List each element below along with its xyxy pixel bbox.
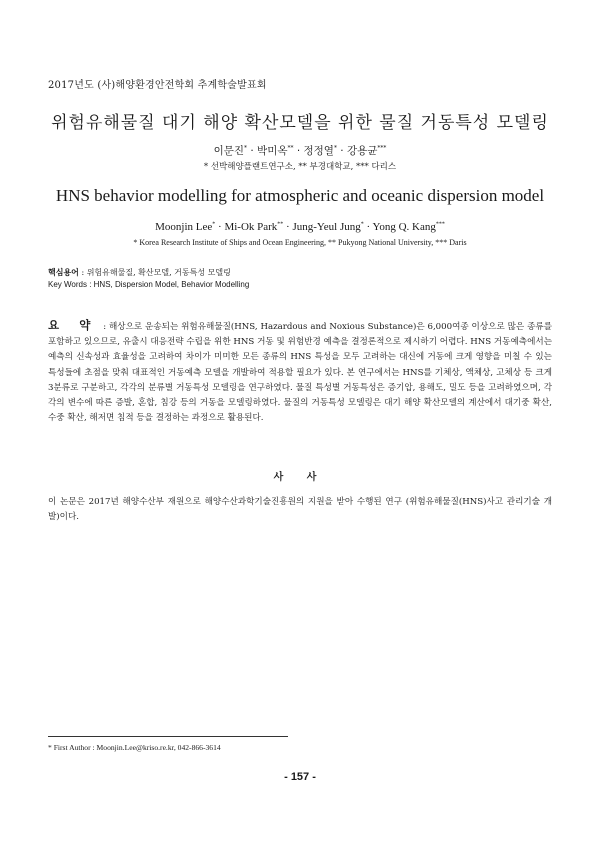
keywords-korean <box>48 267 231 278</box>
author-separator: · <box>247 145 258 157</box>
author-separator: · <box>283 221 293 233</box>
author-name: Mi-Ok Park <box>224 221 278 233</box>
acknowledgement-text: 이 논문은 2017년 해양수산부 재원으로 해양수산과학기술진흥원의 지원을 받아 수행된 연구 (위험유해물질(HNS)사고 관리기술 개발)이다. <box>48 497 552 523</box>
author-separator: · <box>215 221 225 233</box>
author-name: Moonjin Lee <box>155 221 213 233</box>
authors-korean <box>0 143 600 158</box>
keywords-text: : 위험유해물질, 확산모델, 거동특성 모델링 <box>78 268 231 277</box>
affiliation-english: * Korea Research Institute of Ships and Ocean Engineering, ** Pukyong National University, *** Daris <box>133 238 467 247</box>
keywords-text: : HNS, Dispersion Model, Behavior Modelling <box>86 280 250 289</box>
footnote: * First Author : Moonjin.Lee@kriso.re.kr, 042-866-3614 <box>48 743 221 752</box>
author-separator: · <box>336 145 347 157</box>
keywords-label: Key Words <box>48 280 87 289</box>
abstract-text: : 해상으로 운송되는 위험유해물질(HNS, Hazardous and Noxious Substance)은 6,000여종 이상으로 많은 종류를 포함하고 있으므로, 유출시 대응전략 수립을 위한 HNS 거동 및 위험반경 예측을 결정론적으로 제시하기 어렵다. HNS 거동예측에서는 예측의 신속성과 효율성을 고려하여 차이가 미미한 모든 종류의 HNS 특성을 모두 고려하는 대신에 거동에 크게 영향을 미칠 수 있는 특성들에 초점을 맞춰 대표적인 거동예측 모델을 개발하여 적용할 필요가 있다. 본 연구에서는 HNS를 기체상, 액체상, 고체상 등 크게 3분류로 구분하고, 각각의 분류별 거동특성 모델링을 연구하였다. 물질 특성별 거동특성은 증기압, 용해도, 밀도 등을 고려하였으며, 각각의 변수에 따른 증발, 혼합, 침강 등의 거동을 모델링하였다. 물질의 거동특성 모델링은 대기 해양 확산모델의 계산에서 대기중 확산, 수중 확산, 해저면 침적 등을 결정하는 과정으로 활용된다. <box>48 322 552 424</box>
author-name: 박미옥 <box>257 145 288 157</box>
author-mark: ** <box>287 144 294 152</box>
author-name: 이문진 <box>213 145 245 157</box>
author-mark: * <box>333 144 337 152</box>
author-mark: ** <box>277 221 284 228</box>
authors-english <box>0 221 600 233</box>
abstract <box>48 318 552 426</box>
author-separator: · <box>363 221 373 233</box>
title-korean: 위험유해물질 대기 해양 확산모델을 위한 물질 거동특성 모델링 <box>51 113 549 133</box>
page-number: - 157 - <box>284 771 316 783</box>
author-mark: * <box>212 221 216 228</box>
abstract-label: 요 약 <box>48 318 99 332</box>
author-name: Yong Q. Kang <box>372 221 436 233</box>
author-mark: *** <box>435 221 445 228</box>
author-mark: * <box>360 221 364 228</box>
author-mark: *** <box>377 144 387 152</box>
author-separator: · <box>293 145 304 157</box>
keywords-english <box>48 280 249 289</box>
author-name: 강용균 <box>346 145 378 157</box>
conference-header: 2017년도 (사)해양환경안전학회 추계학술발표회 <box>48 80 267 91</box>
footnote-divider <box>48 736 288 737</box>
author-name: 정정열 <box>303 145 334 157</box>
author-mark: * <box>244 144 248 152</box>
title-english: HNS behavior modelling for atmospheric and oceanic dispersion model <box>55 186 545 205</box>
author-name: Jung-Yeul Jung <box>292 221 361 233</box>
acknowledgement-heading: 사 사 <box>273 472 327 483</box>
affiliation-korean: * 선박해양플랜트연구소, ** 부경대학교, *** 다리스 <box>203 162 397 172</box>
keywords-label: 핵심용어 <box>48 267 79 277</box>
